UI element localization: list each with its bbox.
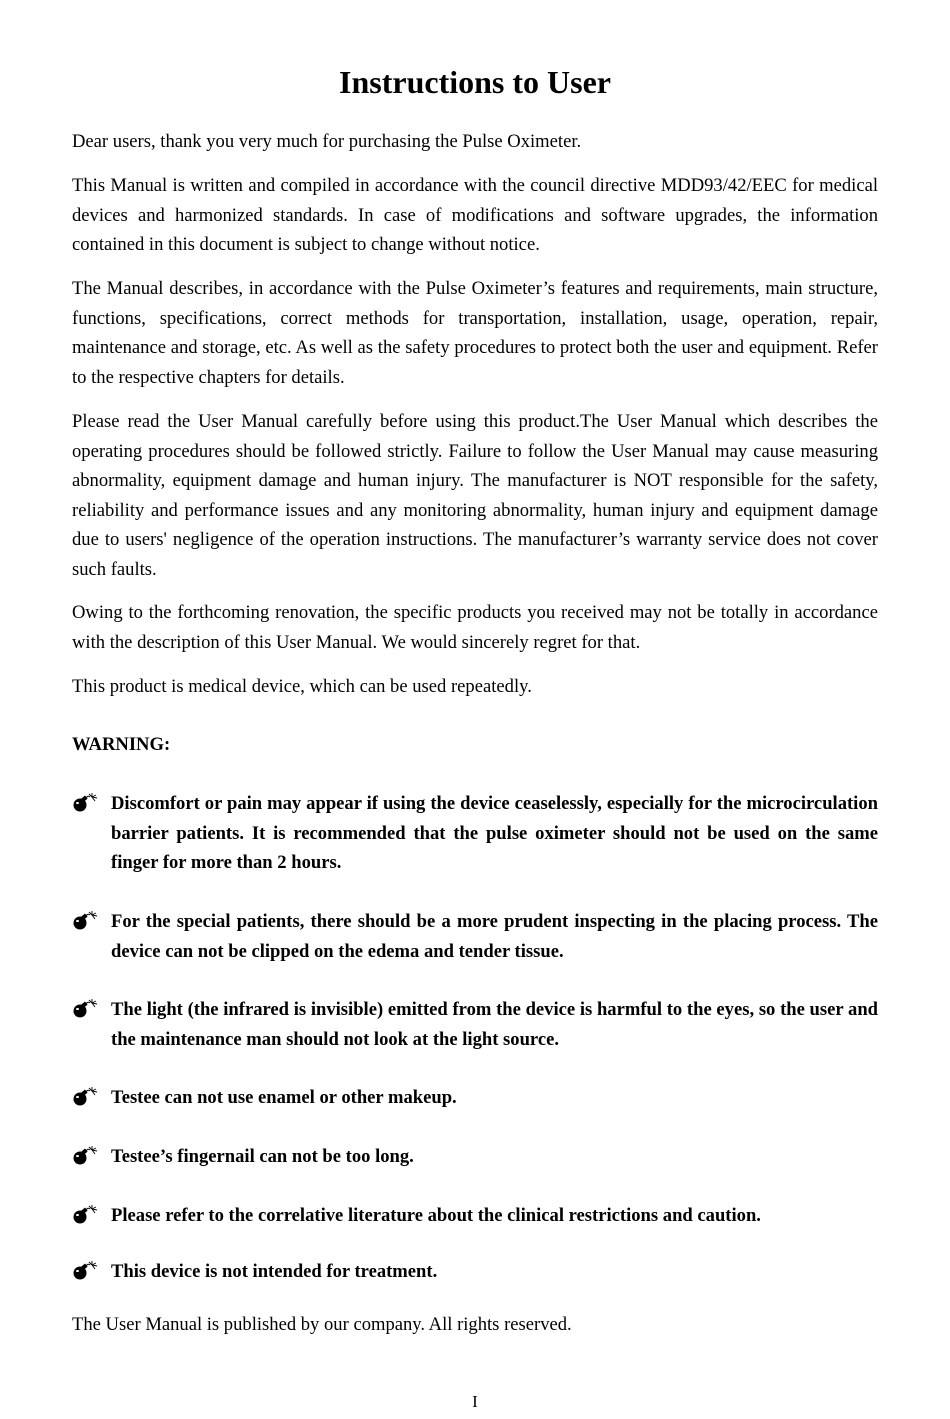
paragraph-medical-device: This product is medical device, which can be used repeatedly. — [72, 676, 532, 697]
bomb-icon — [72, 1261, 98, 1281]
page-number: I — [472, 1392, 478, 1411]
bomb-icon — [72, 1205, 98, 1225]
warning-item-text: Discomfort or pain may appear if using the device ceaselessly, especially for the microcirculation barrier patients. It is recommended that the pulse oximeter should not be used on the same finger for more than 2 hours. — [111, 793, 878, 874]
warning-item-text: The light (the infrared is invisible) emitted from the device is harmful to the eyes, so the user and the maintenance man should not look at the light source. — [111, 999, 878, 1050]
paragraph-directive: This Manual is written and compiled in accordance with the council directive MDD93/42/EEC for medical devices and harmonized standards. In case of modifications and software upgrades, the information contained in this document is subject to change without notice. — [72, 175, 878, 256]
warning-item-text: For the special patients, there should be a more prudent inspecting in the placing process. The device can not be clipped on the edema and tender tissue. — [111, 911, 878, 962]
warning-item-text: Testee can not use enamel or other makeup. — [111, 1087, 457, 1108]
bomb-icon — [72, 999, 98, 1019]
warning-item-text: Testee’s fingernail can not be too long. — [111, 1146, 414, 1167]
warning-item-text: This device is not intended for treatment. — [111, 1261, 438, 1282]
paragraph-description: The Manual describes, in accordance with the Pulse Oximeter’s features and requirements, main structure, functions, specifications, correct methods for transportation, installation, usage, operation, repair, maintenance and storage, etc. As well as the safety procedures to protect both the user and equipment. Refer to the respective chapters for details. — [72, 278, 878, 388]
paragraph-copyright: The User Manual is published by our company. All rights reserved. — [72, 1314, 572, 1335]
paragraph-read-carefully: Please read the User Manual carefully before using this product.The User Manual which describes the operating procedures should be followed strictly. Failure to follow the User Manual may cause measuring abnormality, equipment damage and human injury. The manufacturer is NOT responsible for the safety, reliability and performance issues and any monitoring abnormality, human injury and equipment damage due to users' negligence of the operation instructions. The manufacturer’s warranty service does not cover such faults. — [72, 411, 878, 580]
paragraph-renovation: Owing to the forthcoming renovation, the specific products you received may not be totally in accordance with the description of this User Manual. We would sincerely regret for that. — [72, 602, 878, 653]
paragraph-greeting: Dear users, thank you very much for purchasing the Pulse Oximeter. — [72, 131, 582, 152]
warning-item-text: Please refer to the correlative literature about the clinical restrictions and caution. — [111, 1205, 761, 1226]
bomb-icon — [72, 1146, 98, 1166]
bomb-icon — [72, 793, 98, 813]
page-title: Instructions to User — [339, 64, 611, 100]
bomb-icon — [72, 911, 98, 931]
warning-heading: WARNING: — [72, 734, 171, 755]
bomb-icon — [72, 1087, 98, 1107]
